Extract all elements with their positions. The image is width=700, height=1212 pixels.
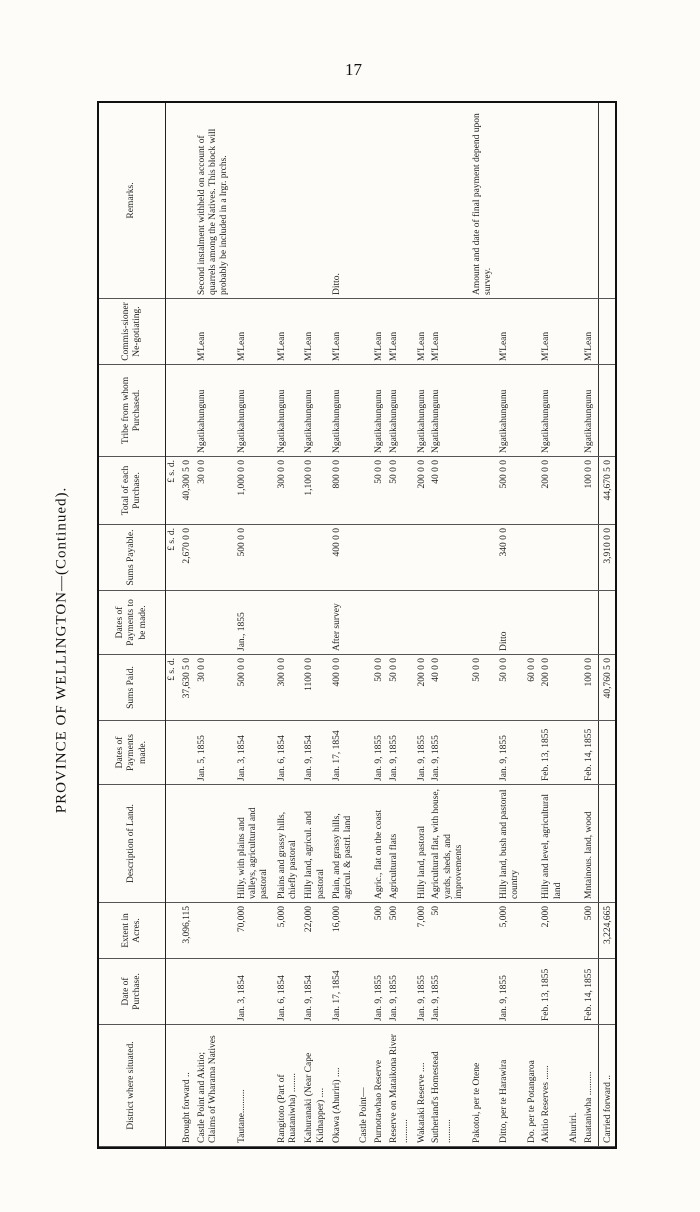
cell-district: Sutherland's Homestead .......... — [430, 1025, 470, 1147]
carried-total: 44,670 5 0 — [598, 457, 615, 525]
cell-tribe: Ngatikahungunu — [196, 365, 236, 457]
cell-remarks — [276, 103, 303, 299]
cell-due-date — [358, 591, 373, 655]
cell-due-date — [583, 591, 599, 655]
cell-commissioner: M'Lean — [430, 299, 470, 365]
cell-description: Mntainous. land, wood — [583, 785, 599, 903]
table-row — [331, 103, 358, 1147]
cell-commissioner — [526, 299, 541, 365]
cell-pay-date: Jan. 9, 1855 — [373, 721, 388, 785]
cell-total: 200 0 0 — [540, 457, 567, 525]
table-row — [498, 103, 525, 1147]
cell-description — [568, 785, 583, 903]
carried-district: Carried forward .. — [598, 1025, 615, 1147]
cell-payable — [471, 525, 498, 591]
cell-district: Kahuranaki (Near Cape Kidnapper) .... — [303, 1025, 330, 1147]
cell-pay-date: Jan. 9, 1855 — [416, 721, 431, 785]
cell-paid: 50 0 0 — [471, 655, 498, 721]
cell-description — [181, 785, 196, 903]
cell-date: Jan. 9, 1855 — [498, 959, 525, 1025]
cell-due-date — [416, 591, 431, 655]
cell-pay-date — [526, 721, 541, 785]
header-dates-payments-due: Dates of Payments to be made. — [99, 591, 166, 655]
cell-remarks — [568, 103, 583, 299]
cell-commissioner — [358, 299, 373, 365]
cell-total: 30 0 0 — [196, 457, 236, 525]
header-total: Total of each Purchase. — [99, 457, 166, 525]
table-row — [236, 103, 276, 1147]
header-description: Description of Land. — [99, 785, 166, 903]
purchase-ledger-table — [99, 102, 615, 1147]
cell-payable: 500 0 0 — [236, 525, 276, 591]
cell-due-date — [471, 591, 498, 655]
cell-date — [471, 959, 498, 1025]
units-payable: £ s. d. — [166, 525, 181, 591]
carried-payable: 3,910 0 0 — [598, 525, 615, 591]
cell-pay-date: Jan. 17, 1854 — [331, 721, 358, 785]
cell-extent: 500 — [373, 903, 388, 959]
cell-extent — [358, 903, 373, 959]
cell-pay-date: Jan. 5, 1855 — [196, 721, 236, 785]
cell-payable: 400 0 0 — [331, 525, 358, 591]
cell-paid: 40 0 0 — [430, 655, 470, 721]
cell-description: Agric., flat on the coast — [373, 785, 388, 903]
cell-extent: 50 — [430, 903, 470, 959]
cell-description: Agricultural flats — [388, 785, 415, 903]
header-dates-payments-made: Dates of Payments made. — [99, 721, 166, 785]
cell-payable — [583, 525, 599, 591]
cell-remarks: Ditto. — [331, 103, 358, 299]
cell-payable — [568, 525, 583, 591]
cell-description — [358, 785, 373, 903]
cell-district: Ditto, per te Harawira — [498, 1025, 525, 1147]
cell-payable — [303, 525, 330, 591]
cell-pay-date: Jan. 3, 1854 — [236, 721, 276, 785]
cell-paid: 500 0 0 — [236, 655, 276, 721]
cell-payable — [373, 525, 388, 591]
cell-pay-date — [568, 721, 583, 785]
cell-commissioner — [568, 299, 583, 365]
table-row — [303, 103, 330, 1147]
table-row — [416, 103, 431, 1147]
table-row — [471, 103, 498, 1147]
cell-remarks: Amount and date of final payment depend upon survey. — [471, 103, 498, 299]
units-paid: £ s. d. — [166, 655, 181, 721]
cell-district: Okawa (Ahuriri) .... — [331, 1025, 358, 1147]
rotated-table-wrapper — [99, 103, 615, 1147]
cell-remarks — [526, 103, 541, 299]
cell-pay-date: Feb. 14, 1855 — [583, 721, 599, 785]
cell-tribe: Ngatikahungunu — [236, 365, 276, 457]
cell-date: Jan. 9, 1855 — [430, 959, 470, 1025]
cell-payable: 2,670 0 0 — [181, 525, 196, 591]
cell-due-date — [276, 591, 303, 655]
cell-remarks — [358, 103, 373, 299]
cell-due-date — [526, 591, 541, 655]
cell-tribe — [568, 365, 583, 457]
cell-paid: 200 0 0 — [540, 655, 567, 721]
header-row — [99, 103, 166, 1147]
cell-due-date — [540, 591, 567, 655]
header-tribe: Tribe from whom Purchased. — [99, 365, 166, 457]
header-sums-paid: Sums Paid. — [99, 655, 166, 721]
cell-remarks — [416, 103, 431, 299]
cell-date — [526, 959, 541, 1025]
cell-date: Feb. 14, 1855 — [583, 959, 599, 1025]
cell-extent: 16,000 — [331, 903, 358, 959]
cell-commissioner: M'Lean — [276, 299, 303, 365]
table-row — [196, 103, 236, 1147]
table-row — [358, 103, 373, 1147]
cell-paid: 300 0 0 — [276, 655, 303, 721]
header-date-purchase: Date of Purchase. — [99, 959, 166, 1025]
cell-commissioner: M'Lean — [373, 299, 388, 365]
cell-commissioner: M'Lean — [303, 299, 330, 365]
cell-extent: 500 — [583, 903, 599, 959]
cell-due-date: Jan., 1855 — [236, 591, 276, 655]
cell-date: Jan. 9, 1855 — [373, 959, 388, 1025]
cell-commissioner: M'Lean — [416, 299, 431, 365]
cell-district: Ruataniwha .......... — [583, 1025, 599, 1147]
cell-paid: 100 0 0 — [583, 655, 599, 721]
cell-district: Do. per te Potangaroa — [526, 1025, 541, 1147]
cell-pay-date — [471, 721, 498, 785]
cell-tribe: Ngatikahungunu — [498, 365, 525, 457]
cell-remarks — [236, 103, 276, 299]
cell-commissioner: M'Lean — [196, 299, 236, 365]
cell-date — [568, 959, 583, 1025]
cell-district: Tautane.......... — [236, 1025, 276, 1147]
cell-pay-date: Jan. 9, 1855 — [388, 721, 415, 785]
cell-date: Jan. 9, 1855 — [416, 959, 431, 1025]
table-row — [388, 103, 415, 1147]
cell-extent — [196, 903, 236, 959]
header-extent: Extent in Acres. — [99, 903, 166, 959]
cell-total: 300 0 0 — [276, 457, 303, 525]
ledger-body — [166, 103, 599, 1147]
cell-remarks — [498, 103, 525, 299]
cell-district: Wakataki Reserve .... — [416, 1025, 431, 1147]
cell-remarks — [181, 103, 196, 299]
cell-extent: 7,000 — [416, 903, 431, 959]
cell-paid: 50 0 0 — [373, 655, 388, 721]
cell-extent — [526, 903, 541, 959]
cell-description — [196, 785, 236, 903]
cell-remarks: Second instalment withheld on account of quarrels among the Natives. This block will probably be included in a lrgr. prchs. — [196, 103, 236, 299]
cell-paid: 50 0 0 — [498, 655, 525, 721]
cell-tribe: Ngatikahungunu — [303, 365, 330, 457]
cell-pay-date: Jan. 9, 1854 — [303, 721, 330, 785]
cell-description: Hilly land, agricul. and pastoral — [303, 785, 330, 903]
cell-date: Jan. 17, 1854 — [331, 959, 358, 1025]
cell-due-date — [373, 591, 388, 655]
cell-description: Hilly land, pastoral — [416, 785, 431, 903]
carried-extent: 3,224,665 — [598, 903, 615, 959]
cell-remarks — [430, 103, 470, 299]
cell-commissioner: M'Lean — [388, 299, 415, 365]
cell-paid — [358, 655, 373, 721]
cell-due-date — [303, 591, 330, 655]
cell-extent: 70,000 — [236, 903, 276, 959]
cell-district: Brought forward .. — [181, 1025, 196, 1147]
cell-extent: 2,000 — [540, 903, 567, 959]
cell-total: 800 0 0 — [331, 457, 358, 525]
cell-payable: 340 0 0 — [498, 525, 525, 591]
cell-date: Feb. 13, 1855 — [540, 959, 567, 1025]
table-row — [526, 103, 541, 1147]
cell-total — [471, 457, 498, 525]
cell-description — [471, 785, 498, 903]
cell-date: Jan. 6, 1854 — [276, 959, 303, 1025]
cell-due-date — [568, 591, 583, 655]
page-number: 17 — [345, 60, 362, 79]
cell-payable — [526, 525, 541, 591]
header-district: District where situated. — [99, 1025, 166, 1147]
cell-total: 1,100 0 0 — [303, 457, 330, 525]
cell-extent — [471, 903, 498, 959]
cell-pay-date: Jan. 9, 1855 — [498, 721, 525, 785]
cell-total — [358, 457, 373, 525]
cell-paid — [568, 655, 583, 721]
cell-payable — [416, 525, 431, 591]
cell-due-date — [181, 591, 196, 655]
cell-total: 50 0 0 — [388, 457, 415, 525]
cell-description: Hilly, with plains and valleys, agricultural and pastoral — [236, 785, 276, 903]
cell-due-date: Ditto — [498, 591, 525, 655]
cell-tribe: Ngatikahungunu — [430, 365, 470, 457]
cell-tribe: Ngatikahungunu — [373, 365, 388, 457]
cell-extent: 22,000 — [303, 903, 330, 959]
cell-commissioner — [181, 299, 196, 365]
table-row — [276, 103, 303, 1147]
header-sums-payable: Sums Payable. — [99, 525, 166, 591]
cell-district: Akitio Reserves ...... — [540, 1025, 567, 1147]
cell-extent: 3,096,115 — [181, 903, 196, 959]
cell-date: Jan. 9, 1855 — [388, 959, 415, 1025]
cell-due-date: After survey — [331, 591, 358, 655]
cell-commissioner — [471, 299, 498, 365]
cell-commissioner: M'Lean — [540, 299, 567, 365]
cell-tribe: Ngatikahungunu — [583, 365, 599, 457]
cell-remarks — [373, 103, 388, 299]
cell-paid: 37,630 5 0 — [181, 655, 196, 721]
cell-pay-date: Jan. 9, 1855 — [430, 721, 470, 785]
cell-total: 40 0 0 — [430, 457, 470, 525]
cell-total: 500 0 0 — [498, 457, 525, 525]
cell-tribe: Ngatikahungunu — [416, 365, 431, 457]
cell-district: Ahuriri. — [568, 1025, 583, 1147]
cell-total — [526, 457, 541, 525]
cell-tribe — [526, 365, 541, 457]
cell-payable — [540, 525, 567, 591]
cell-pay-date: Jan. 6, 1854 — [276, 721, 303, 785]
cell-extent: 5,000 — [498, 903, 525, 959]
cell-remarks — [388, 103, 415, 299]
cell-district: Rangitoto (Part of Ruataniwha) ........ — [276, 1025, 303, 1147]
cell-commissioner: M'Lean — [498, 299, 525, 365]
cell-district: Pakotoi, per te Otene — [471, 1025, 498, 1147]
cell-payable — [196, 525, 236, 591]
cell-pay-date — [181, 721, 196, 785]
cell-payable — [358, 525, 373, 591]
cell-due-date — [196, 591, 236, 655]
cell-district: Reserve on Mataikona River .......... — [388, 1025, 415, 1147]
cell-total: 40,300 5 0 — [181, 457, 196, 525]
table-row — [583, 103, 599, 1147]
cell-description: Plain, and grassy hills, agricul. & pastrl. land — [331, 785, 358, 903]
cell-date: Jan. 9, 1854 — [303, 959, 330, 1025]
table-row — [181, 103, 196, 1147]
cell-paid: 200 0 0 — [416, 655, 431, 721]
page-title: PROVINCE OF WELLINGTON—(Continued). — [53, 486, 70, 814]
cell-remarks — [303, 103, 330, 299]
units-row — [166, 103, 181, 1147]
cell-tribe: Ngatikahungunu — [388, 365, 415, 457]
carried-forward-row — [598, 103, 615, 1147]
table-row — [373, 103, 388, 1147]
cell-paid: 30 0 0 — [196, 655, 236, 721]
cell-tribe: Ngatikahungunu — [540, 365, 567, 457]
cell-district: Purnotawhao Reserve — [373, 1025, 388, 1147]
cell-extent: 500 — [388, 903, 415, 959]
cell-district: Castle Point and Akitio; Claims of Wharama Natives — [196, 1025, 236, 1147]
table-row — [540, 103, 567, 1147]
table-row — [568, 103, 583, 1147]
cell-district: Castle Point— — [358, 1025, 373, 1147]
cell-date: Jan. 3, 1854 — [236, 959, 276, 1025]
cell-paid: 50 0 0 — [388, 655, 415, 721]
cell-total: 50 0 0 — [373, 457, 388, 525]
cell-tribe: Ngatikahungunu — [331, 365, 358, 457]
cell-date — [358, 959, 373, 1025]
cell-remarks — [540, 103, 567, 299]
header-remarks: Remarks. — [99, 103, 166, 299]
cell-total: 1,000 0 0 — [236, 457, 276, 525]
cell-commissioner: M'Lean — [236, 299, 276, 365]
cell-payable — [276, 525, 303, 591]
cell-pay-date — [358, 721, 373, 785]
cell-description — [526, 785, 541, 903]
cell-description: Plains and grassy hills, chiefly pastoral — [276, 785, 303, 903]
ledger-frame — [97, 101, 617, 1149]
cell-tribe — [358, 365, 373, 457]
cell-paid: 400 0 0 — [331, 655, 358, 721]
cell-description: Hilly and level, agricultural land — [540, 785, 567, 903]
cell-date — [181, 959, 196, 1025]
cell-paid: 60 0 0 — [526, 655, 541, 721]
carried-paid: 40,760 5 0 — [598, 655, 615, 721]
cell-tribe — [471, 365, 498, 457]
header-commissioner: Commis-sioner Ne-gotiating. — [99, 299, 166, 365]
cell-payable — [388, 525, 415, 591]
cell-extent: 5,000 — [276, 903, 303, 959]
cell-payable — [430, 525, 470, 591]
cell-date — [196, 959, 236, 1025]
cell-total: 100 0 0 — [583, 457, 599, 525]
cell-total — [568, 457, 583, 525]
cell-pay-date: Feb. 13, 1855 — [540, 721, 567, 785]
cell-paid: 1100 0 0 — [303, 655, 330, 721]
cell-description: Agricultural flat, with house, yards, sheds, and improvements — [430, 785, 470, 903]
cell-due-date — [388, 591, 415, 655]
cell-tribe — [181, 365, 196, 457]
cell-commissioner: M'Lean — [583, 299, 599, 365]
cell-total: 200 0 0 — [416, 457, 431, 525]
cell-remarks — [583, 103, 599, 299]
cell-description: Hilly land, bush and pastoral country — [498, 785, 525, 903]
cell-commissioner: M'Lean — [331, 299, 358, 365]
units-total: £ s. d. — [166, 457, 181, 525]
cell-extent — [568, 903, 583, 959]
cell-due-date — [430, 591, 470, 655]
cell-tribe: Ngatikahungunu — [276, 365, 303, 457]
table-row — [430, 103, 470, 1147]
